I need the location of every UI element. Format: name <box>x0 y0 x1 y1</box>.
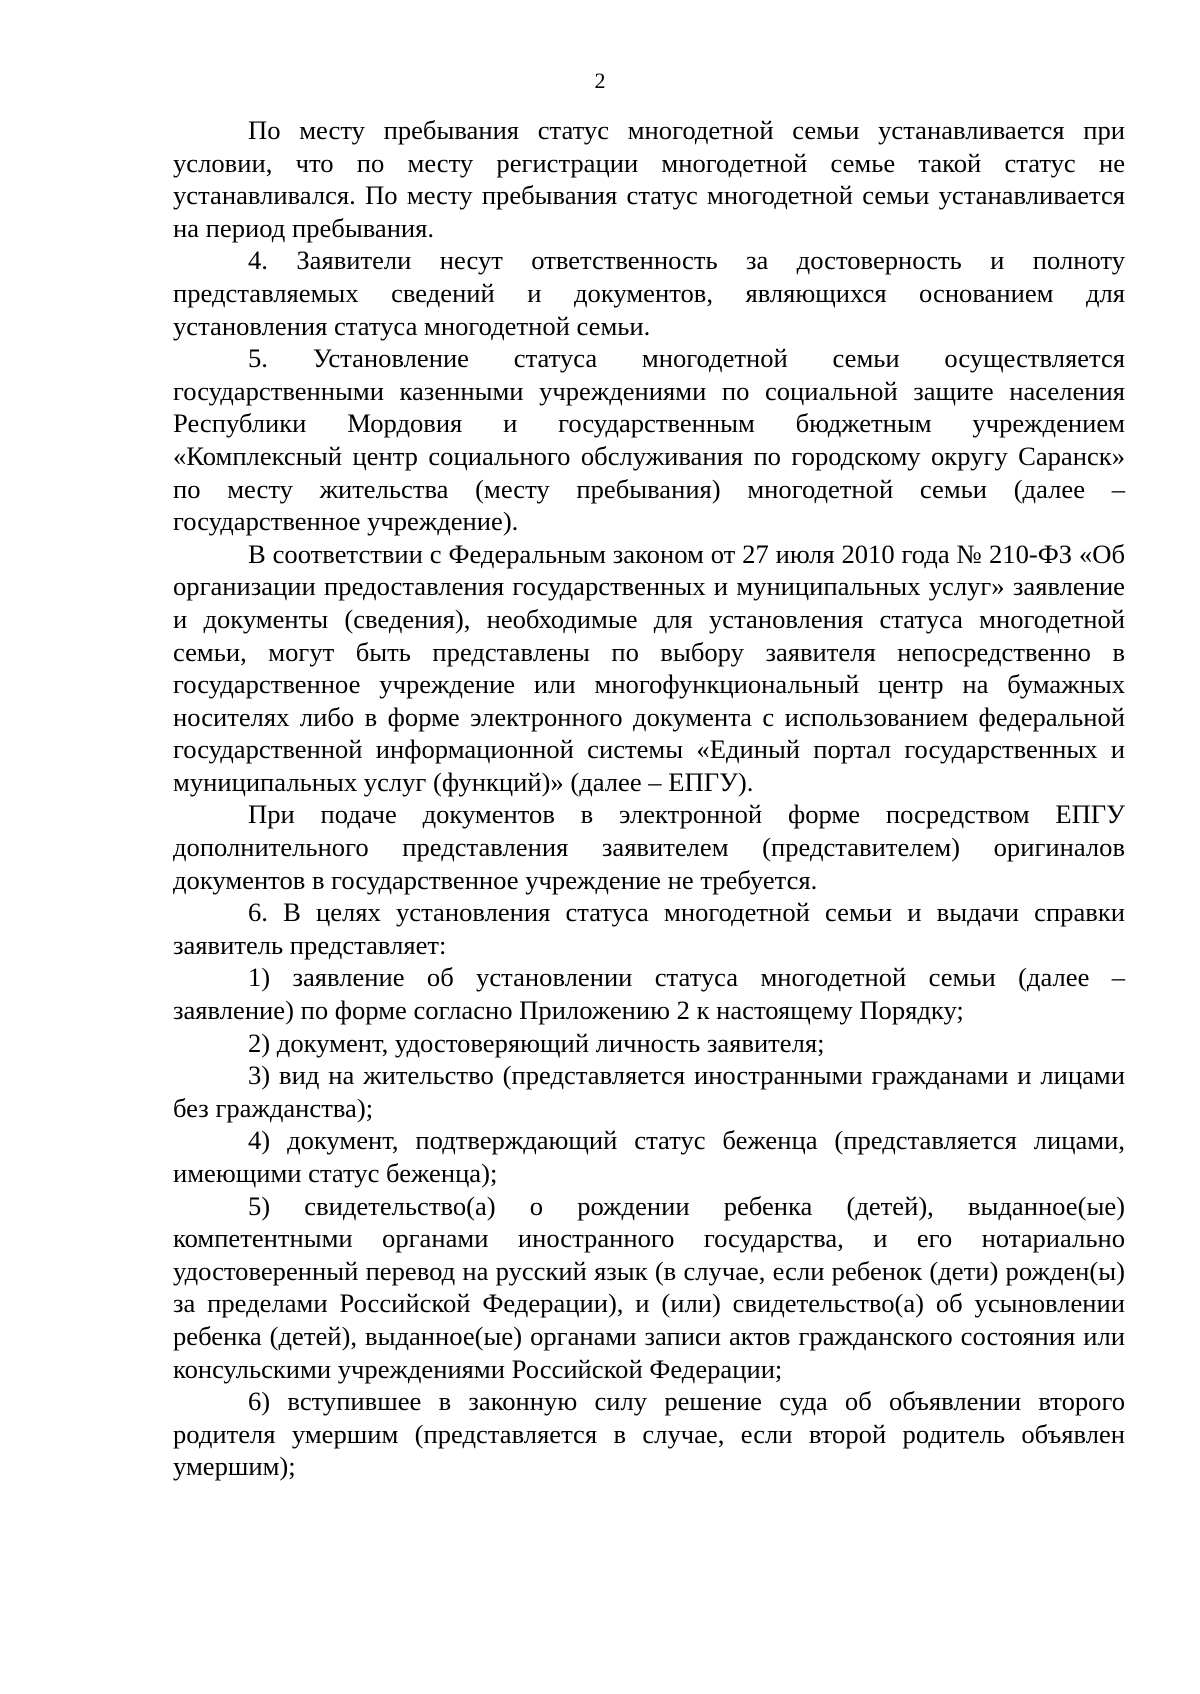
list-item-4: 4) документ, подтверждающий статус беженца (представляется лицами, имеющими статус беженца); <box>173 1125 1125 1188</box>
paragraph-item-4: 4. Заявители несут ответственность за достоверность и полноту представляемых сведений и документов, являющихся основанием для установления статуса многодетной семьи. <box>173 245 1125 341</box>
paragraph-residence-status: По месту пребывания статус многодетной семьи устанавливается при условии, что по месту регистрации многодетной семье такой статус не устанавливался. По месту пребывания статус многодетной семьи устанавливается на период пребывания. <box>173 115 1125 243</box>
paragraph-item-5: 5. Установление статуса многодетной семьи осуществляется государственными казенными учреждениями по социальной защите населения Республики Мордовия и государственным бюджетным учреждением «Комплексный центр социального обслуживания по городскому округу Саранск» по месту жительства (месту пребывания) многодетной семьи (далее – государственное учреждение). <box>173 343 1125 537</box>
document-body <box>173 114 1125 1483</box>
page-number: 2 <box>594 68 606 93</box>
paragraph-epgu-submission: При подаче документов в электронной форме посредством ЕПГУ дополнительного представления заявителем (представителем) оригиналов документов в государственное учреждение не требуется. <box>173 799 1125 895</box>
list-item-6: 6) вступившее в законную силу решение суда об объявлении второго родителя умершим (представляется в случае, если второй родитель объявлен умершим); <box>173 1386 1125 1482</box>
list-item-5: 5) свидетельство(а) о рождении ребенка (детей), выданное(ые) компетентными органами иностранного государства, и его нотариально удостоверенный перевод на русский язык (в случае, если ребенок (дети) рожден(ы) за пределами Российской Федерации), и (или) свидетельство(а) об усыновлении ребенка (детей), выданное(ые) органами записи актов гражданского состояния или консульскими учреждениями Российской Федерации; <box>173 1190 1125 1384</box>
list-item-3: 3) вид на жительство (представляется иностранными гражданами и лицами без гражданства); <box>173 1060 1125 1123</box>
list-item-2: 2) документ, удостоверяющий личность заявителя; <box>248 1027 825 1058</box>
list-item-1: 1) заявление об установлении статуса многодетной семьи (далее – заявление) по форме согласно Приложению 2 к настоящему Порядку; <box>173 962 1125 1026</box>
paragraph-federal-law: В соответствии с Федеральным законом от 27 июля 2010 года № 210-ФЗ «Об организации предоставления государственных и муниципальных услуг» заявление и документы (сведения), необходимые для установления статуса многодетной семьи, могут быть представлены по выбору заявителя непосредственно в государственное учреждение или многофункциональный центр на бумажных носителях либо в форме электронного документа с использованием федеральной государственной информационной системы «Единый портал государственных и муниципальных услуг (функций)» (далее – ЕПГУ). <box>173 538 1125 797</box>
paragraph-item-6: 6. В целях установления статуса многодетной семьи и выдачи справки заявитель представляет: <box>173 897 1125 960</box>
